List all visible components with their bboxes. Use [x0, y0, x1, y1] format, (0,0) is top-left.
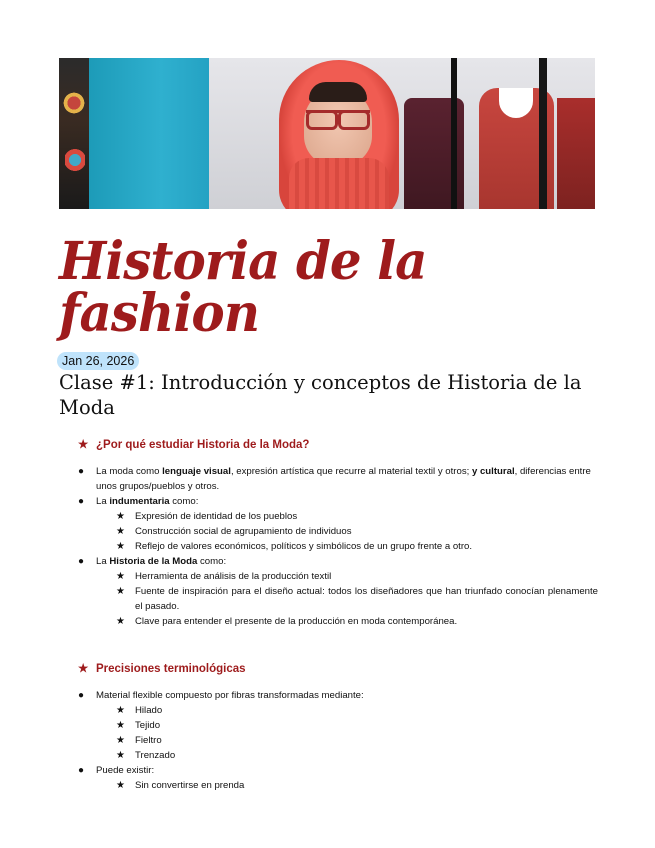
- bullet-icon: ●: [78, 556, 85, 567]
- star-icon: ★: [116, 511, 125, 522]
- section2-list: [78, 688, 598, 793]
- star-icon: ★: [78, 663, 89, 675]
- star-icon: ★: [116, 735, 125, 746]
- bullet-icon: ●: [78, 765, 85, 776]
- star-icon: ★: [116, 720, 125, 731]
- list-text: Puede existir:: [96, 765, 155, 776]
- sub-list-item: [78, 718, 598, 733]
- banner-image: [59, 58, 595, 209]
- list-text: La moda como: [96, 466, 163, 477]
- star-icon: ★: [116, 526, 125, 537]
- sub-list-item: [78, 614, 598, 629]
- star-icon: ★: [116, 571, 125, 582]
- sub-list-item: [78, 748, 598, 763]
- document-title: Historia de la fashion: [59, 231, 427, 344]
- list-bold-text: indumentaria: [109, 496, 170, 507]
- sub-text: Fuente de inspiración para el diseño actual: todos los diseñadores que han triunfado conocían plenamente el pasado.: [135, 586, 598, 612]
- star-icon: ★: [116, 541, 125, 552]
- list-bold-text: Historia de la Moda: [109, 556, 198, 567]
- list-text: como:: [197, 556, 227, 567]
- list-text: La: [96, 556, 110, 567]
- sub-list-item: [78, 539, 598, 554]
- sub-list-item: [78, 524, 598, 539]
- sub-list-item: [78, 509, 598, 524]
- sub-list-item: [78, 703, 598, 718]
- date-chip[interactable]: Jan 26, 2026: [57, 352, 139, 370]
- list-text: Material flexible compuesto por fibras transformadas mediante:: [96, 690, 364, 701]
- section-title-why: [78, 437, 309, 453]
- star-icon: ★: [116, 750, 125, 761]
- list-text: , diferencias entre unos grupos/pueblos y otros.: [96, 466, 591, 492]
- list-bold-text: y cultural: [471, 466, 515, 477]
- bullet-icon: ●: [78, 690, 85, 701]
- star-icon: ★: [116, 705, 125, 716]
- class-heading: Clase #1: Introducción y conceptos de Historia de la Moda: [59, 371, 582, 419]
- list-bold-text: lenguaje visual: [162, 466, 231, 477]
- sub-text: Construcción social de agrupamiento de individuos: [135, 526, 352, 537]
- sub-text: Clave para entender el presente de la producción en moda contemporánea.: [135, 616, 458, 627]
- star-icon: ★: [116, 780, 125, 791]
- section-title-text: Precisiones terminológicas: [96, 663, 246, 675]
- banner-hair: [309, 82, 367, 102]
- sub-text: Tejido: [135, 720, 161, 731]
- sub-list-item: [78, 733, 598, 748]
- banner-glasses: [306, 110, 370, 129]
- list-item: [78, 494, 598, 509]
- sub-text: Trenzado: [135, 750, 176, 761]
- sub-text: Fieltro: [135, 735, 162, 746]
- sub-list-item: [78, 569, 598, 584]
- sub-text: Reflejo de valores económicos, políticos y simbólicos de un grupo frente a otro.: [135, 541, 473, 552]
- list-text: , expresión artística que recurre al material textil y otros;: [230, 466, 472, 477]
- sub-text: Herramienta de análisis de la producción textil: [135, 571, 332, 582]
- list-item: [78, 554, 598, 569]
- bullet-icon: ●: [78, 466, 85, 477]
- banner-rack: [539, 58, 547, 209]
- banner-teal-wall: [89, 58, 209, 209]
- list-item: [78, 763, 598, 778]
- sub-text: Hilado: [135, 705, 163, 716]
- star-icon: ★: [78, 439, 89, 451]
- sub-list-item: [78, 778, 598, 793]
- star-icon: ★: [116, 616, 125, 627]
- sub-text: Expresión de identidad de los pueblos: [135, 511, 298, 522]
- banner-sweater: [289, 158, 389, 209]
- banner-rack: [451, 58, 457, 209]
- star-icon: ★: [116, 586, 125, 597]
- list-item: [78, 464, 598, 494]
- banner-garment: [557, 98, 595, 209]
- list-text: La: [96, 496, 110, 507]
- section1-list: [78, 464, 598, 629]
- sub-list-item: [78, 584, 598, 614]
- bullet-icon: ●: [78, 496, 85, 507]
- section-title-terminology: [78, 661, 246, 677]
- banner-left-fabric: [59, 58, 91, 209]
- sub-text: Sin convertirse en prenda: [135, 780, 245, 791]
- section-title-text: ¿Por qué estudiar Historia de la Moda?: [96, 439, 310, 451]
- list-item: [78, 688, 598, 703]
- list-text: como:: [169, 496, 199, 507]
